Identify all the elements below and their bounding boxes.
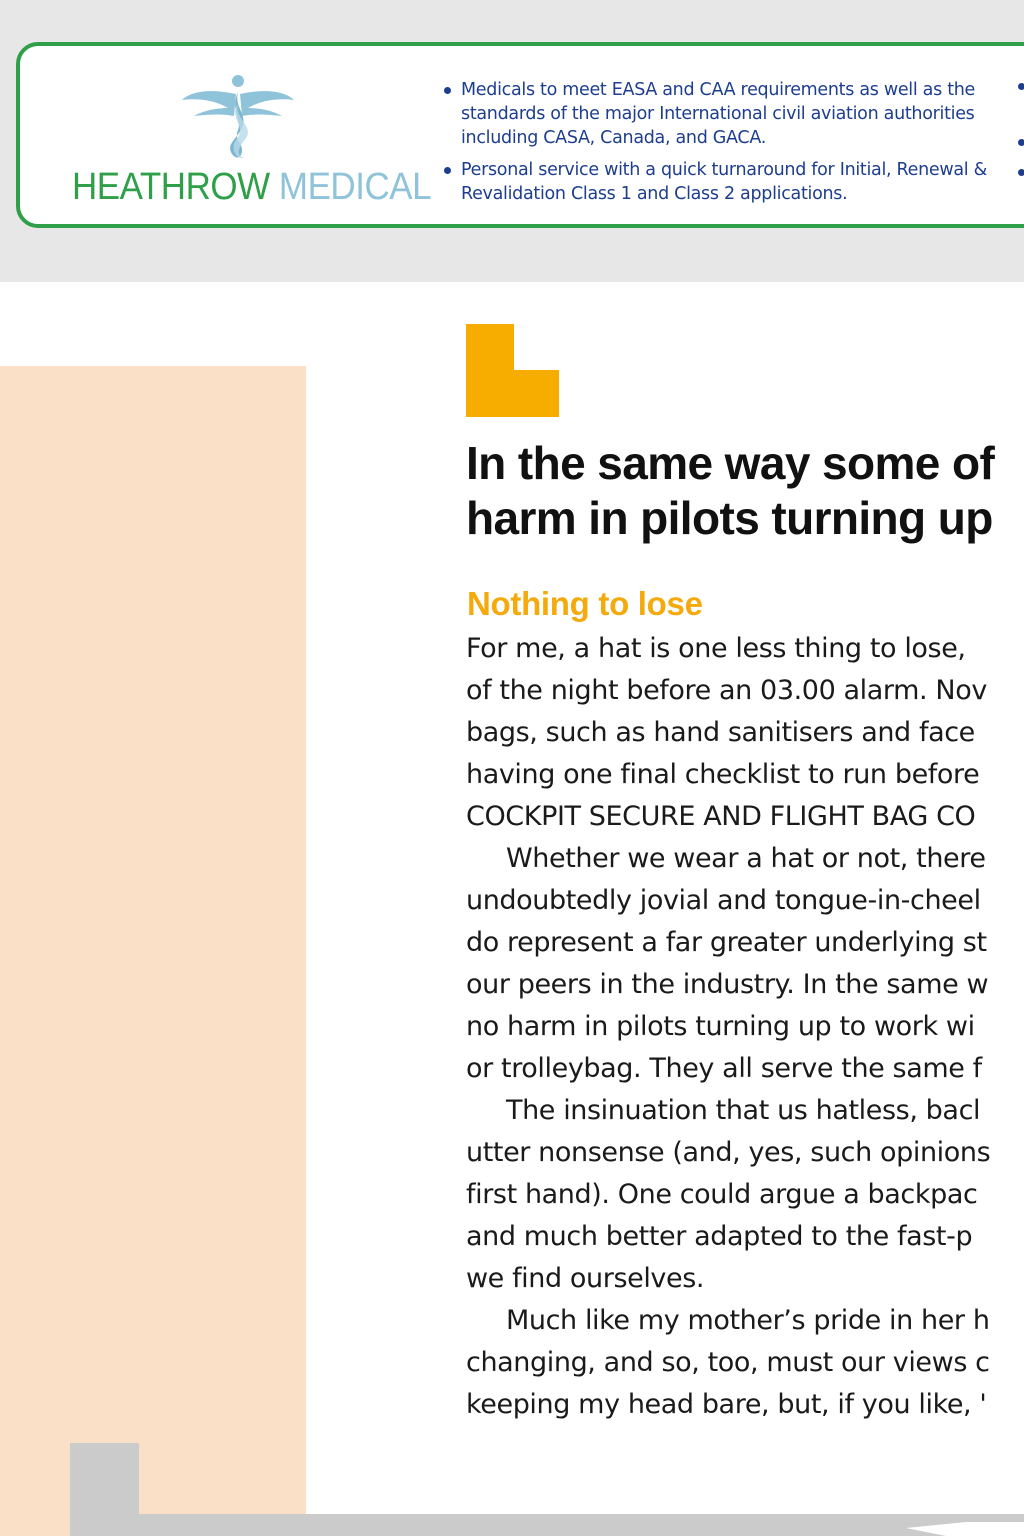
advert-box	[16, 42, 1024, 228]
body-line: For me, a hat is one less thing to lose,	[466, 633, 966, 664]
body-line: no harm in pilots turning up to work wi	[466, 1011, 975, 1042]
logo-wordmark	[72, 166, 431, 209]
sidebar-panel	[0, 366, 306, 1536]
heathrow-medical-logo[interactable]	[72, 74, 432, 214]
body-line: keeping my head bare, but, if you like, '	[466, 1389, 987, 1420]
advert-band	[0, 0, 1024, 282]
quote-mark-icon	[466, 324, 560, 418]
body-line: and much better adapted to the fast-p	[466, 1221, 973, 1252]
body-line: COCKPIT SECURE AND FLIGHT BAG CO	[466, 801, 976, 832]
body-line: we find ourselves.	[466, 1263, 705, 1294]
caduceus-wings-icon	[178, 74, 298, 164]
body-line: first hand). One could argue a backpac	[466, 1179, 978, 1210]
body-line: or trolleybag. They all serve the same f	[466, 1053, 982, 1084]
bullet-dot-icon	[1018, 83, 1024, 90]
body-line: our peers in the industry. In the same w	[466, 969, 989, 1000]
body-line: Much like my mother’s pride in her h	[506, 1305, 990, 1336]
advert-bullet: Medicals to meet EASA and CAA requirements as well as the standards of the major International civil aviation authorities including CASA, Canada, and GACA.	[444, 78, 1004, 150]
footer-strip	[139, 1514, 1024, 1536]
logo-word-medical: MEDICAL	[278, 166, 432, 208]
body-line: Whether we wear a hat or not, there	[506, 843, 986, 874]
advert-bullet: Personal service with a quick turnaround for Initial, Renewal & Revalidation Class 1 and Class 2 applications.	[444, 158, 1004, 206]
section-subhead: Nothing to lose	[467, 585, 703, 622]
body-line: undoubtedly jovial and tongue-in-cheel	[466, 885, 981, 916]
pull-quote-line: harm in pilots turning up	[466, 492, 993, 544]
advert-bullet-list	[444, 78, 1004, 214]
body-line: do represent a far greater underlying st	[466, 927, 987, 958]
body-line: The insinuation that us hatless, bacl	[506, 1095, 981, 1126]
body-line: of the night before an 03.00 alarm. Nov	[466, 675, 987, 706]
page-corner-arrow-icon	[906, 1522, 1024, 1536]
pull-quote-line: In the same way some of	[466, 437, 995, 489]
body-line: bags, such as hand sanitisers and face	[466, 717, 975, 748]
body-line: utter nonsense (and, yes, such opinions	[466, 1137, 991, 1168]
pull-quote	[466, 436, 1024, 546]
grey-block	[70, 1443, 139, 1536]
body-line: changing, and so, too, must our views c	[466, 1347, 990, 1378]
body-line: having one final checklist to run before	[466, 759, 980, 790]
article-body	[466, 628, 1024, 1426]
bullet-dot-icon	[1018, 169, 1024, 176]
bullet-dot-icon	[1018, 139, 1024, 146]
logo-word-heathrow: HEATHROW	[72, 166, 270, 208]
